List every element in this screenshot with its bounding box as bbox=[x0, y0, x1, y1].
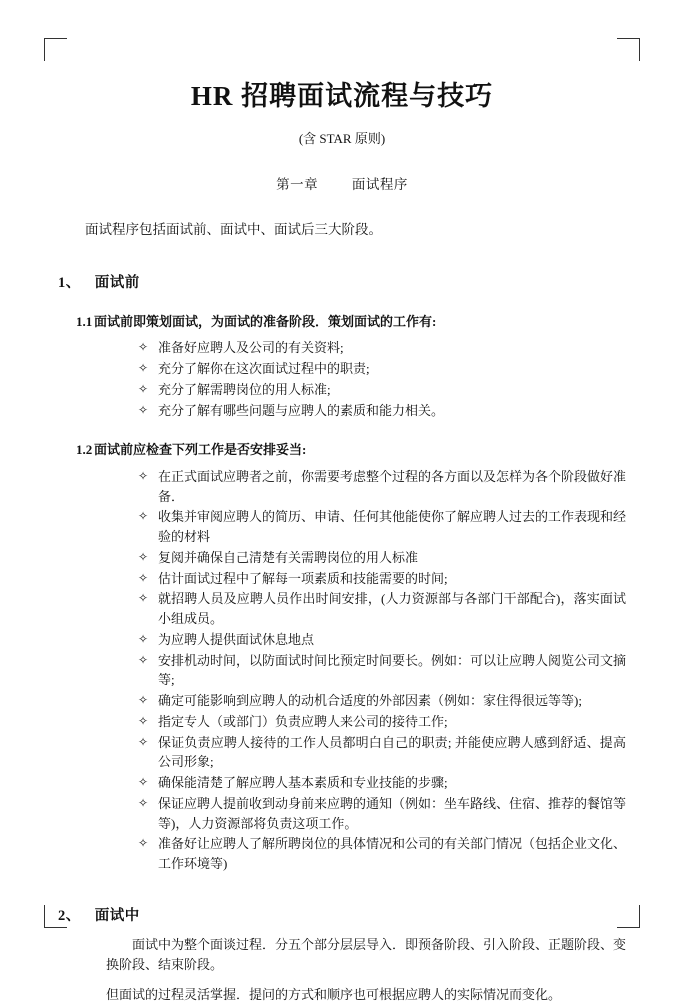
section-number-1: 1、 bbox=[58, 274, 81, 291]
page-subtitle: (含 STAR 原则) bbox=[298, 131, 386, 147]
list-item bbox=[138, 733, 626, 773]
list-item bbox=[138, 712, 626, 732]
list-item bbox=[138, 773, 626, 793]
list-item-text: 估计面试过程中了解每一项素质和技能需要的时间; bbox=[158, 570, 448, 586]
subsection-heading-1-2 bbox=[58, 440, 626, 460]
diamond-bullet-icon: ✧ bbox=[138, 381, 149, 396]
diamond-bullet-icon: ✧ bbox=[138, 361, 149, 376]
list-item bbox=[138, 834, 626, 874]
bullet-list-1-2 bbox=[58, 467, 626, 874]
subsection-number-1-2: 1.2 bbox=[76, 442, 93, 458]
section-heading-2 bbox=[58, 904, 626, 925]
list-item bbox=[138, 630, 626, 650]
list-item-text: 保证负责应聘人接待的工作人员都明白自己的职责; 并能使应聘人感到舒适、提高公司形象; bbox=[158, 734, 626, 770]
diamond-bullet-icon: ✧ bbox=[138, 591, 149, 606]
section-title-2: 面试中 bbox=[94, 907, 140, 924]
list-item-text: 充分了解你在这次面试过程中的职责; bbox=[158, 361, 370, 377]
list-item-text: 指定专人（或部门）负责应聘人来公司的接待工作; bbox=[158, 713, 448, 729]
diamond-bullet-icon: ✧ bbox=[138, 775, 149, 790]
list-item-text: 在正式面试应聘者之前，你需要考虑整个过程的各方面以及怎样为各个阶段做好准备． bbox=[158, 468, 627, 504]
diamond-bullet-icon: ✧ bbox=[138, 795, 149, 810]
list-item-text: 保证应聘人提前收到动身前来应聘的通知（例如：坐车路线、住宿、推荐的餐馆等等)，人力资源部将负责这项工作。 bbox=[158, 795, 627, 831]
diamond-bullet-icon: ✧ bbox=[138, 631, 149, 646]
diamond-bullet-icon: ✧ bbox=[138, 402, 149, 417]
list-item-text: 确保能清楚了解应聘人基本素质和专业技能的步骤; bbox=[158, 775, 448, 791]
list-item-text: 复阅并确保自己清楚有关需聘岗位的用人标准 bbox=[158, 549, 419, 565]
list-item-text: 确定可能影响到应聘人的动机合适度的外部因素（例如：家住得很远等等); bbox=[158, 693, 582, 709]
subsection-heading-1-1 bbox=[58, 312, 626, 332]
section-number-2: 2、 bbox=[58, 907, 81, 924]
page-title: HR 招聘面试流程与技巧 bbox=[190, 81, 494, 111]
list-item bbox=[138, 467, 626, 507]
bullet-list-1-1 bbox=[58, 338, 626, 420]
section-2-paragraph-2: 但面试的过程灵活掌握．提问的方式和顺序也可根据应聘人的实际情况而变化。 bbox=[106, 987, 562, 1003]
diamond-bullet-icon: ✧ bbox=[138, 340, 149, 355]
list-item bbox=[138, 691, 626, 711]
list-item bbox=[138, 507, 626, 547]
list-item bbox=[138, 401, 626, 421]
diamond-bullet-icon: ✧ bbox=[138, 652, 149, 667]
chapter-heading bbox=[58, 173, 626, 193]
chapter-number: 第一章 bbox=[276, 177, 319, 193]
list-item-text: 安排机动时间，以防面试时间比预定时间要长。例如：可以让应聘人阅览公司文摘等; bbox=[158, 652, 627, 688]
diamond-bullet-icon: ✧ bbox=[138, 549, 149, 564]
crop-mark-bottom-right bbox=[617, 905, 640, 928]
list-item-text: 准备好应聘人及公司的有关资料; bbox=[158, 340, 344, 356]
list-item-text: 充分了解需聘岗位的用人标准; bbox=[158, 381, 331, 397]
list-item-text: 就招聘人员及应聘人员作出时间安排，(人力资源部与各部门干部配合)，落实面试小组成员。 bbox=[158, 591, 626, 627]
crop-mark-top-left bbox=[44, 38, 67, 61]
section-title-1: 面试前 bbox=[94, 274, 140, 291]
list-item bbox=[138, 380, 626, 400]
diamond-bullet-icon: ✧ bbox=[138, 734, 149, 749]
section-2-paragraph-1: 面试中为整个面谈过程．分五个部分层层导入．即预备阶段、引入阶段、正题阶段、变换阶段、结束阶段。 bbox=[106, 936, 627, 973]
subsection-number-1-1: 1.1 bbox=[76, 313, 93, 329]
list-item-text: 收集并审阅应聘人的简历、申请、任何其他能使你了解应聘人过去的工作表现和经验的材料 bbox=[158, 509, 627, 545]
list-item-text: 为应聘人提供面试休息地点 bbox=[158, 631, 315, 647]
list-item-text: 准备好让应聘人了解所聘岗位的具体情况和公司的有关部门情况（包括企业文化、工作环境等) bbox=[158, 836, 627, 872]
intro-paragraph: 面试程序包括面试前、面试中、面试后三大阶段。 bbox=[85, 222, 382, 238]
list-item bbox=[138, 569, 626, 589]
subsection-title-1-1: 面试前即策划面试，为面试的准备阶段．策划面试的工作有: bbox=[94, 313, 437, 329]
diamond-bullet-icon: ✧ bbox=[138, 509, 149, 524]
crop-mark-top-right bbox=[617, 38, 640, 61]
list-item bbox=[138, 548, 626, 568]
list-item bbox=[138, 359, 626, 379]
list-item bbox=[138, 651, 626, 691]
crop-mark-bottom-left bbox=[44, 905, 67, 928]
chapter-name: 面试程序 bbox=[351, 177, 408, 193]
list-item-text: 充分了解有哪些问题与应聘人的素质和能力相关。 bbox=[158, 402, 445, 418]
list-item bbox=[138, 589, 626, 629]
diamond-bullet-icon: ✧ bbox=[138, 836, 149, 851]
diamond-bullet-icon: ✧ bbox=[138, 468, 149, 483]
list-item bbox=[138, 338, 626, 358]
list-item bbox=[138, 794, 626, 834]
subsection-title-1-2: 面试前应检查下列工作是否安排妥当: bbox=[94, 442, 307, 458]
diamond-bullet-icon: ✧ bbox=[138, 570, 149, 585]
section-heading-1 bbox=[58, 271, 626, 292]
diamond-bullet-icon: ✧ bbox=[138, 693, 149, 708]
diamond-bullet-icon: ✧ bbox=[138, 713, 149, 728]
